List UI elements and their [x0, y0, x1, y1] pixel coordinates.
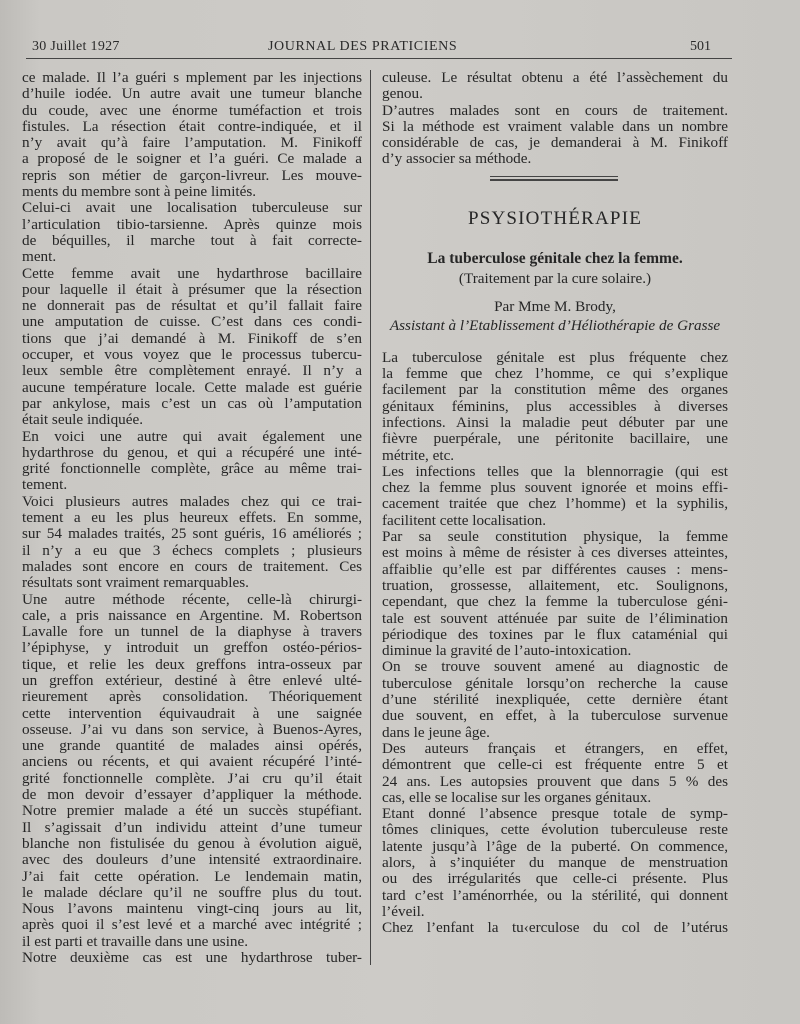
text-line: Notre deuxième cas est une hydarthrose tuber- [22, 950, 362, 967]
text-line: On se trouve souvent amené au diagnostic de [382, 659, 728, 676]
text-line: la femme que chez l’homme, ce qui s’explique [382, 366, 728, 383]
text-line: hydarthrose du genou, et qui a récupéré une inté- [22, 444, 362, 461]
text-line: En voici une autre qui avait également une [22, 428, 362, 445]
text-line: considérable de cas, je demanderai à M. Finikoff [382, 135, 728, 152]
text-line: Lavalle fore un tunnel de la diaphyse à travers [22, 624, 362, 641]
text-line: dans le jeune âge. [382, 723, 490, 741]
text-line: l’épiphyse, y introduit un greffon ostéo-périos- [22, 640, 362, 657]
text-line: La tuberculose génitale est plus fréquente chez [382, 349, 728, 366]
text-line: Celui-ci avait une localisation tuberculeuse sur [22, 200, 362, 217]
text-line: un greffon extérieur, destiné à être enlevé ulté- [22, 672, 362, 689]
text-line: résultats sont vraiment remarquables. [22, 574, 249, 592]
text-line: tard c’est l’aménorrhée, ou la stérilité, qui donnent [382, 887, 728, 904]
text-line: D’autres malades sont en cours de traitement. [382, 102, 728, 119]
text-line: Voici plusieurs autres malades chez qui ce trai- [22, 493, 362, 510]
text-line: cas, elle se localise sur les organes génitaux. [382, 788, 652, 806]
author-affiliation: Assistant à l’Etablissement d’Héliothérapie de Grasse [389, 316, 721, 334]
text-line: fièvre puerpérale, une péritonite bacillaire, une [382, 431, 728, 448]
text-line: ment. [22, 248, 57, 266]
text-line: une amputation de cuisse. C’est dans ces condi- [22, 314, 362, 331]
text-line: blanche non fistulisée du genou à évolution aiguë, [22, 835, 362, 852]
text-line: J’ai fait cette opération. Le lendemain matin, [22, 868, 362, 885]
text-line: tuberculose génitale lorsqu’on recherche la cause [382, 675, 728, 692]
text-line: métrite, etc. [382, 446, 455, 464]
text-line: a proposé de le soigner et l’a guéri. Ce malade a [22, 151, 362, 168]
text-line: avec des douleurs d’une intensité extraordinaire. [22, 852, 362, 869]
text-line: Chez l’enfant la tu‹erculose du col de l’utérus [382, 920, 728, 937]
text-line: était seule indiquée. [22, 411, 144, 429]
left-column [22, 70, 362, 966]
text-line: facilitent cette localisation. [382, 511, 547, 529]
text-line: n’y avait qu’à faire l’amputation. M. Finikoff [22, 135, 362, 152]
text-line: diminue la gravité de l’auto-intoxication. [382, 642, 632, 660]
text-line: par ankylose, mais c’est un cas où l’amputation [22, 395, 362, 412]
text-line: repris son métier de garçon-livreur. Les mouve- [22, 167, 362, 184]
text-line: d’huile iodée. Un autre avait une tumeur blanche [22, 86, 362, 103]
header-rule [26, 58, 732, 59]
text-line: le malade déclare qu’il ne souffre plus du tout. [22, 884, 362, 901]
text-line: du coude, avec une énorme tuméfaction et trois [22, 102, 362, 119]
running-header [0, 34, 800, 56]
text-line: Des auteurs français et étrangers, en effet, [382, 740, 728, 757]
section-separator [382, 176, 728, 183]
text-line: malades sont encore en cours de traitement. Ces [22, 558, 362, 575]
text-line: cette intervention équivaudrait à une saignée [22, 705, 362, 722]
text-line: genou. [382, 85, 423, 103]
text-line: de béquilles, il marche tout à fait correcte- [22, 232, 362, 249]
text-line: chez la femme plus souvent ignorée et moins effi- [382, 480, 728, 497]
text-line: l’articulation tibio-tarsienne. Après quinze mois [22, 216, 362, 233]
text-line: infections. Ainsi la maladie peut débuter par une [382, 414, 728, 431]
text-line: Notre premier malade a été un succès stupéfiant. [22, 803, 362, 820]
text-line: facilement par la constitution même des organes [382, 382, 728, 399]
text-line: tique, et relie les deux greffons intra-osseux par [22, 656, 362, 673]
text-line: rieurement après consolidation. Théoriquement [22, 689, 362, 706]
text-line: pour laquelle il était à présumer que la résection [22, 281, 362, 298]
text-line: d’y associer sa méthode. [382, 150, 532, 168]
page-number: 501 [690, 39, 711, 54]
column-divider [370, 70, 371, 965]
text-line: osseuse. J’ai vu dans son service, à Buenos-Ayres, [22, 721, 362, 738]
text-line: tions que j’ai demandé à M. Finikoff de s’en [22, 330, 362, 347]
article-subtitle: (Traitement par la cure solaire.) [458, 269, 652, 287]
text-line: latente jusqu’à l’âge de la puberté. On commence, [382, 838, 728, 855]
text-line: est moins à même de résister à ces diverses atteintes, [382, 545, 728, 562]
article-title: La tuberculose génitale chez la femme. [427, 249, 683, 267]
text-line: périodique des toxines par le flux cataménial qui [382, 626, 728, 643]
text-line: Il s’agissait d’un individu atteint d’une tumeur [22, 819, 362, 836]
text-line: après quoi il s’est levé et a marché avec intégrité ; [22, 917, 362, 934]
text-line: leux semble être complètement enrayé. Il n’y a [22, 363, 362, 380]
text-line: anciens ou récents, et qui avaient récupéré l’inté- [22, 754, 362, 771]
text-line: alors, à s’inquiéter du manque de menstruation [382, 854, 728, 871]
text-line: sur 54 malades traités, 25 sont guéris, 16 améliorés ; [22, 526, 362, 543]
text-line: due souvent, en effet, à la tuberculose survenue [382, 708, 728, 725]
text-line: fistules. La résection était contre-indiquée, et il [22, 118, 362, 135]
text-line: une grande quantité de malades ainsi opérés, [22, 738, 362, 755]
text-line: truation, grossesse, allaitement, etc. Soulignons, [382, 577, 728, 594]
text-line: ou des irrégularités que celle-ci présente. Plus [382, 871, 728, 888]
article-author: Par Mme M. Brody, [494, 297, 616, 315]
text-line: grité fonctionnelle complète. J’ai cru qu’il était [22, 770, 362, 787]
section-title: PSYSIOTHÉRAPIE [467, 207, 643, 229]
text-line: Les infections telles que la blennorragie (qui est [382, 463, 728, 480]
text-line: tale est souvent atténuée par suite de l’élimination [382, 610, 728, 627]
text-line: ments du membre sont à peine limités. [22, 183, 257, 201]
text-line: Par sa seule constitution physique, la femme [382, 529, 728, 546]
text-line: aucune température locale. Cette malade est guérie [22, 379, 362, 396]
text-line: ce malade. Il l’a guéri s mplement par les injections [22, 70, 362, 86]
text-line: tement. [22, 476, 68, 494]
text-line: Cette femme avait une hydarthrose bacillaire [22, 265, 362, 282]
text-line: affaiblie qu’elle est par différentes causes : mens- [382, 561, 728, 578]
text-line: il est parti et travaille dans une usine. [22, 932, 249, 950]
text-line: Nous l’avons maintenu vingt-cinq jours au lit, [22, 901, 362, 918]
text-line: de mon devoir d’essayer d’appliquer la méthode. [22, 787, 362, 804]
journal-title: JOURNAL DES PRATICIENS [268, 39, 458, 54]
text-line: il n’y a eu que 3 échecs complets ; plusieurs [22, 542, 362, 559]
text-line: l’éveil. [382, 902, 425, 920]
text-line: Si la méthode est vraiment valable dans un nombre [382, 118, 728, 135]
text-line: culeuse. Le résultat obtenu a été l’assèchement du [382, 70, 728, 86]
text-line: Une autre méthode récente, celle-là chirurgi- [22, 591, 362, 608]
issue-date: 30 Juillet 1927 [32, 39, 120, 54]
text-line: 24 ans. Les autopsies prouvent que dans 5 % des [382, 773, 728, 790]
text-line: génitaux féminins, plus accessibles à diverses [382, 398, 728, 415]
text-line: cacement traitée que chez l’homme) et la syphilis, [382, 496, 728, 513]
text-line: tômes cliniques, cette évolution tuberculeuse reste [382, 822, 728, 839]
text-line: tement a eu les plus heureux effets. En somme, [22, 510, 362, 527]
text-line: Etant donné l’absence presque totale de symp- [382, 806, 728, 823]
text-line: d’une stérilité inexpliquée, cette dernière étant [382, 692, 728, 709]
text-line: cependant, que chez la femme la tuberculose géni- [382, 594, 728, 611]
text-line: cale, a pris naissance en Argentine. M. Robertson [22, 607, 362, 624]
text-line: démontrent que celle-ci est fréquente entre 5 et [382, 757, 728, 774]
text-line: occuper, et vous voyez que le processus tubercu- [22, 347, 362, 364]
right-column [382, 70, 728, 936]
text-line: ne donnerait pas de résultat et qu’il fallait faire [22, 298, 362, 315]
text-line: grité fonctionnelle complète, grâce au même trai- [22, 461, 362, 478]
